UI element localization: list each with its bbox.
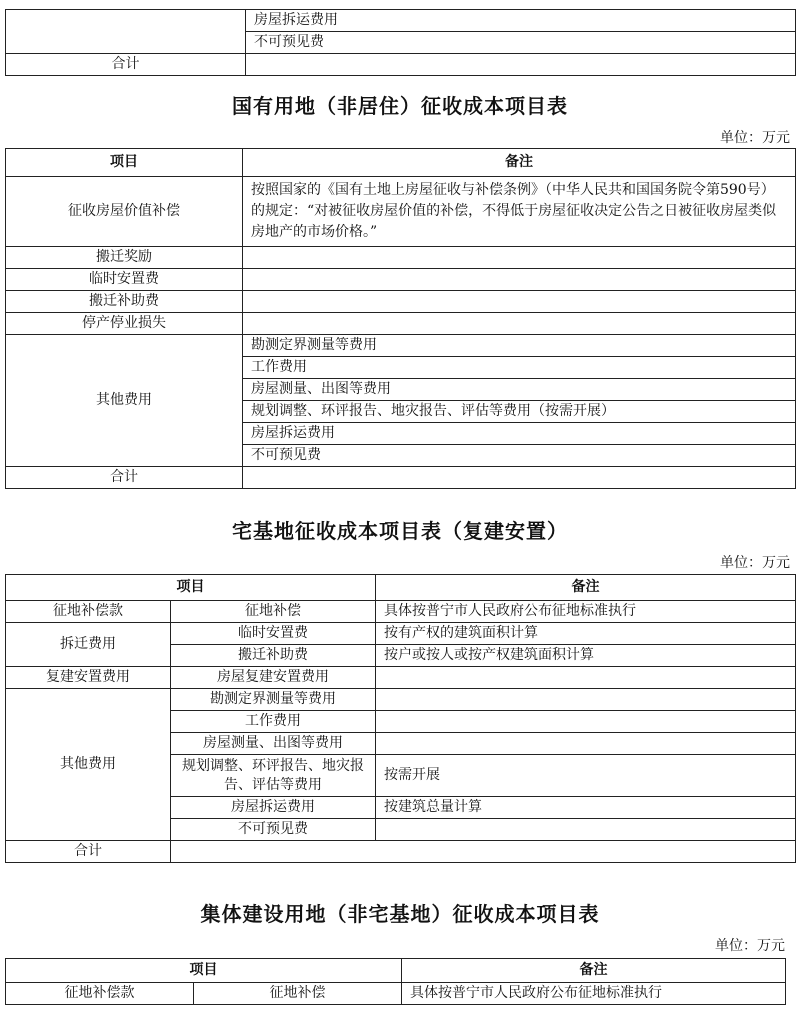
table3-note xyxy=(376,667,796,689)
table3-header-note: 备注 xyxy=(376,575,796,601)
table2-other-label: 其他费用 xyxy=(6,335,243,467)
table2-unit: 单位：万元 xyxy=(720,130,790,146)
table2-title: 国有用地（非居住）征收成本项目表 xyxy=(232,94,568,118)
table3-subitem: 征地补偿 xyxy=(171,601,376,623)
table3-subitem: 规划调整、环评报告、地灾报告、评估等费用 xyxy=(171,755,376,797)
table2-row-note xyxy=(243,269,796,291)
table3-note: 具体按普宁市人民政府公布征地标准执行 xyxy=(376,601,796,623)
table3-subitem: 不可预见费 xyxy=(171,819,376,841)
table2-header-note: 备注 xyxy=(243,149,796,177)
table3 xyxy=(5,574,796,863)
table3-subitem: 勘测定界测量等费用 xyxy=(171,689,376,711)
table3-category: 征地补偿款 xyxy=(6,601,171,623)
table2-total-label: 合计 xyxy=(6,467,243,489)
table3-subitem: 房屋复建安置费用 xyxy=(171,667,376,689)
table2-other-item: 房屋拆运费用 xyxy=(243,423,796,445)
table4-category: 征地补偿款 xyxy=(6,983,194,1005)
table3-header-item: 项目 xyxy=(6,575,376,601)
table3-total-value xyxy=(171,841,796,863)
top-partial-table xyxy=(5,9,796,76)
table3-note xyxy=(376,819,796,841)
table2-row-item: 停产停业损失 xyxy=(6,313,243,335)
table2-other-item: 规划调整、环评报告、地灾报告、评估等费用（按需开展） xyxy=(243,401,796,423)
table2-header-item: 项目 xyxy=(6,149,243,177)
table3-subitem: 临时安置费 xyxy=(171,623,376,645)
table3-category: 拆迁费用 xyxy=(6,623,171,667)
table3-title: 宅基地征收成本项目表（复建安置） xyxy=(232,519,568,543)
table3-category: 其他费用 xyxy=(6,689,171,841)
top-row-item: 房屋拆运费用 xyxy=(246,10,796,32)
top-row-item: 不可预见费 xyxy=(246,32,796,54)
table2-other-item: 工作费用 xyxy=(243,357,796,379)
table2-row-note xyxy=(243,313,796,335)
top-total-label: 合计 xyxy=(6,54,246,76)
table3-subitem: 房屋拆运费用 xyxy=(171,797,376,819)
table4-subitem: 征地补偿 xyxy=(194,983,402,1005)
table2 xyxy=(5,148,796,489)
table4-note: 具体按普宁市人民政府公布征地标准执行 xyxy=(402,983,786,1005)
table2-row-note: 按照国家的《国有土地上房屋征收与补偿条例》（中华人民共和国国务院令第590号）的规定：“对被征收房屋价值的补偿，不得低于房屋征收决定公告之日被征收房屋类似房地产的市场价格。” xyxy=(243,177,796,247)
table2-row-item: 临时安置费 xyxy=(6,269,243,291)
table2-other-item: 勘测定界测量等费用 xyxy=(243,335,796,357)
table2-other-item: 不可预见费 xyxy=(243,445,796,467)
table3-note xyxy=(376,689,796,711)
table3-note: 按有产权的建筑面积计算 xyxy=(376,623,796,645)
table3-unit: 单位：万元 xyxy=(720,555,790,571)
table3-note: 按建筑总量计算 xyxy=(376,797,796,819)
table2-row-item: 搬迁奖励 xyxy=(6,247,243,269)
table3-total-label: 合计 xyxy=(6,841,171,863)
table3-note: 按户或按人或按产权建筑面积计算 xyxy=(376,645,796,667)
table2-row-note xyxy=(243,247,796,269)
table2-row-item: 搬迁补助费 xyxy=(6,291,243,313)
table4-header-note: 备注 xyxy=(402,959,786,983)
table3-subitem: 工作费用 xyxy=(171,711,376,733)
table3-note: 按需开展 xyxy=(376,755,796,797)
table3-subitem: 搬迁补助费 xyxy=(171,645,376,667)
table3-note xyxy=(376,711,796,733)
top-blank-cell xyxy=(6,10,246,54)
table3-note xyxy=(376,733,796,755)
table2-other-item: 房屋测量、出图等费用 xyxy=(243,379,796,401)
table3-subitem: 房屋测量、出图等费用 xyxy=(171,733,376,755)
table4-header-item: 项目 xyxy=(6,959,402,983)
table4 xyxy=(5,958,786,1005)
table3-category: 复建安置费用 xyxy=(6,667,171,689)
table2-row-item: 征收房屋价值补偿 xyxy=(6,177,243,247)
table2-total-value xyxy=(243,467,796,489)
table4-title: 集体建设用地（非宅基地）征收成本项目表 xyxy=(200,902,600,926)
top-total-value xyxy=(246,54,796,76)
table4-unit: 单位：万元 xyxy=(715,938,785,954)
table2-row-note xyxy=(243,291,796,313)
